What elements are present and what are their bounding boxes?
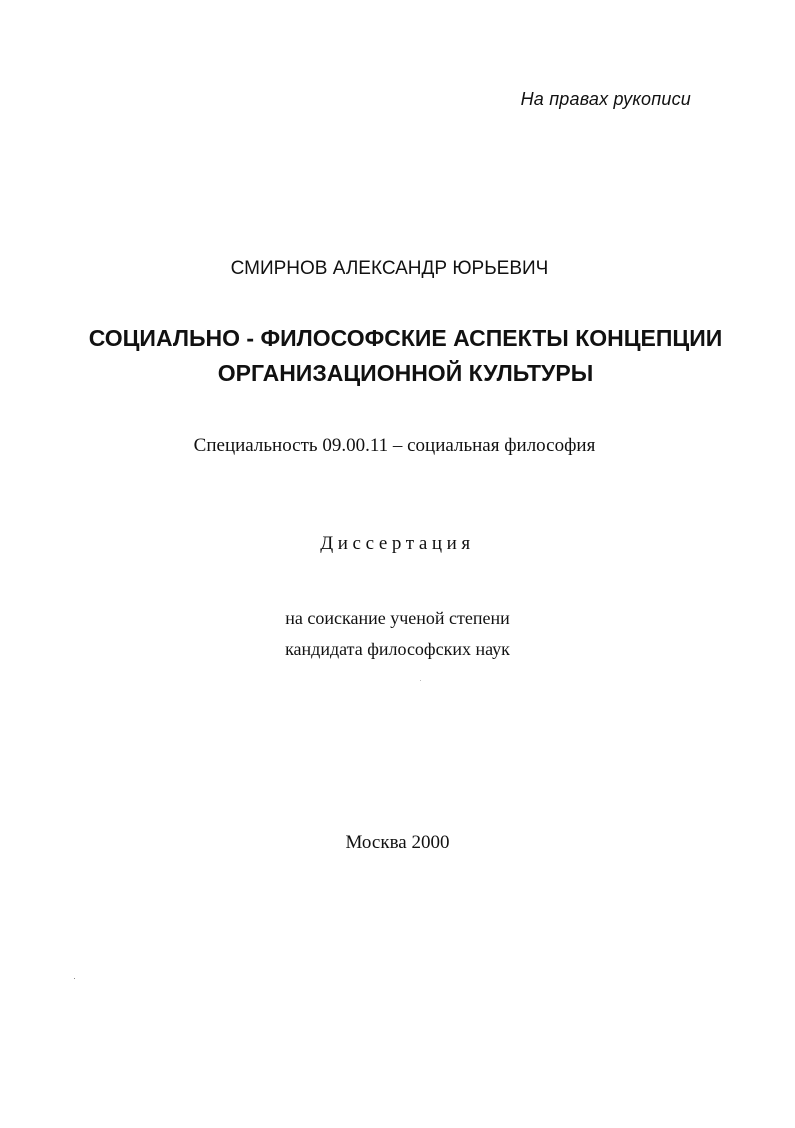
degree-line-2: кандидата философских наук bbox=[285, 639, 510, 659]
document-genre: Диссертация bbox=[320, 533, 475, 554]
title-line-2: ОРГАНИЗАЦИОННОЙ КУЛЬТУРЫ bbox=[217, 360, 594, 386]
place-and-year: Москва 2000 bbox=[345, 832, 450, 853]
scan-speck bbox=[420, 680, 421, 681]
degree-statement bbox=[0, 603, 795, 665]
author-name: СМИРНОВ АЛЕКСАНДР ЮРЬЕВИЧ bbox=[230, 258, 549, 279]
specialty-line: Специальность 09.00.11 – социальная философия bbox=[193, 435, 596, 456]
degree-line-1: на соискание ученой степени bbox=[285, 608, 510, 628]
scan-speck bbox=[74, 978, 75, 979]
dissertation-title bbox=[0, 321, 795, 391]
title-line-1: СОЦИАЛЬНО - ФИЛОСОФСКИЕ АСПЕКТЫ КОНЦЕПЦИИ bbox=[88, 325, 723, 351]
rights-note: На правах рукописи bbox=[520, 89, 691, 109]
